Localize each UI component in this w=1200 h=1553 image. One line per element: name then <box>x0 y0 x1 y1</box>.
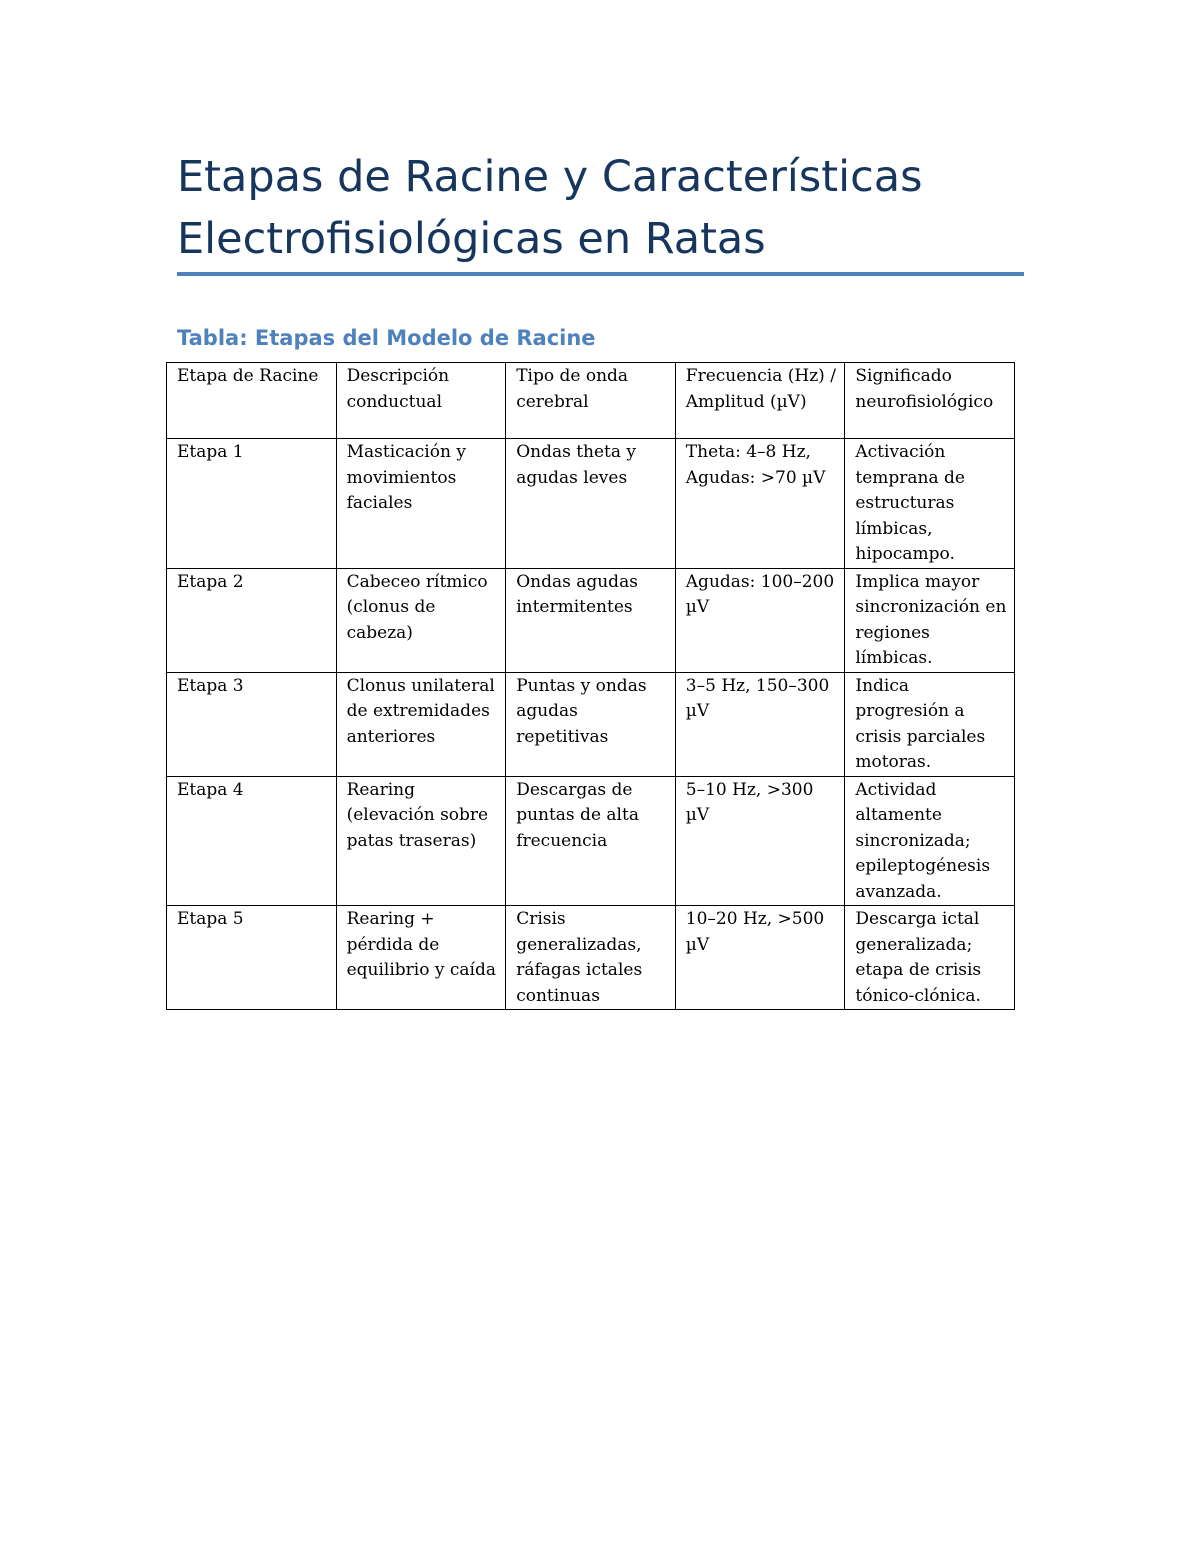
header-cell: Significado neurofisiológico <box>845 363 1015 439</box>
table-cell: Crisis generalizadas, ráfagas ictales continuas <box>506 906 676 1010</box>
table-cell: Clonus unilateral de extremidades anteriores <box>336 672 506 776</box>
table-cell: Etapa 5 <box>167 906 337 1010</box>
table-cell: Rearing + pérdida de equilibrio y caída <box>336 906 506 1010</box>
header-cell: Etapa de Racine <box>167 363 337 439</box>
table-cell: Ondas theta y agudas leves <box>506 439 676 569</box>
table-cell: Cabeceo rítmico (clonus de cabeza) <box>336 568 506 672</box>
table-row <box>167 568 1015 672</box>
table-cell: Activación temprana de estructuras límbicas, hipocampo. <box>845 439 1015 569</box>
header-cell: Tipo de onda cerebral <box>506 363 676 439</box>
table-cell: 5–10 Hz, >300 µV <box>675 776 845 906</box>
table-cell: Descargas de puntas de alta frecuencia <box>506 776 676 906</box>
racine-stages-table <box>166 362 1015 1010</box>
table-cell: Etapa 4 <box>167 776 337 906</box>
table-cell: Agudas: 100–200 µV <box>675 568 845 672</box>
table-cell: Indica progresión a crisis parciales motoras. <box>845 672 1015 776</box>
table-cell: 10–20 Hz, >500 µV <box>675 906 845 1010</box>
table-cell: Masticación y movimientos faciales <box>336 439 506 569</box>
table-row <box>167 906 1015 1010</box>
table-cell: Etapa 1 <box>167 439 337 569</box>
table-cell: Rearing (elevación sobre patas traseras) <box>336 776 506 906</box>
table-cell: 3–5 Hz, 150–300 µV <box>675 672 845 776</box>
table-cell: Etapa 3 <box>167 672 337 776</box>
table-cell: Theta: 4–8 Hz, Agudas: >70 µV <box>675 439 845 569</box>
page-title: Etapas de Racine y Características Electrofisiológicas en Ratas <box>177 152 923 264</box>
table-cell: Actividad altamente sincronizada; epileptogénesis avanzada. <box>845 776 1015 906</box>
table-cell: Ondas agudas intermitentes <box>506 568 676 672</box>
table-cell: Descarga ictal generalizada; etapa de crisis tónico-clónica. <box>845 906 1015 1010</box>
table-caption: Tabla: Etapas del Modelo de Racine <box>177 326 596 350</box>
header-cell: Frecuencia (Hz) / Amplitud (µV) <box>675 363 845 439</box>
table-cell: Implica mayor sincronización en regiones límbicas. <box>845 568 1015 672</box>
table-cell: Puntas y ondas agudas repetitivas <box>506 672 676 776</box>
table-header-row <box>167 363 1015 439</box>
title-underline <box>177 272 1024 276</box>
table-row <box>167 672 1015 776</box>
header-cell: Descripción conductual <box>336 363 506 439</box>
table-cell: Etapa 2 <box>167 568 337 672</box>
table-row <box>167 776 1015 906</box>
table-row <box>167 439 1015 569</box>
